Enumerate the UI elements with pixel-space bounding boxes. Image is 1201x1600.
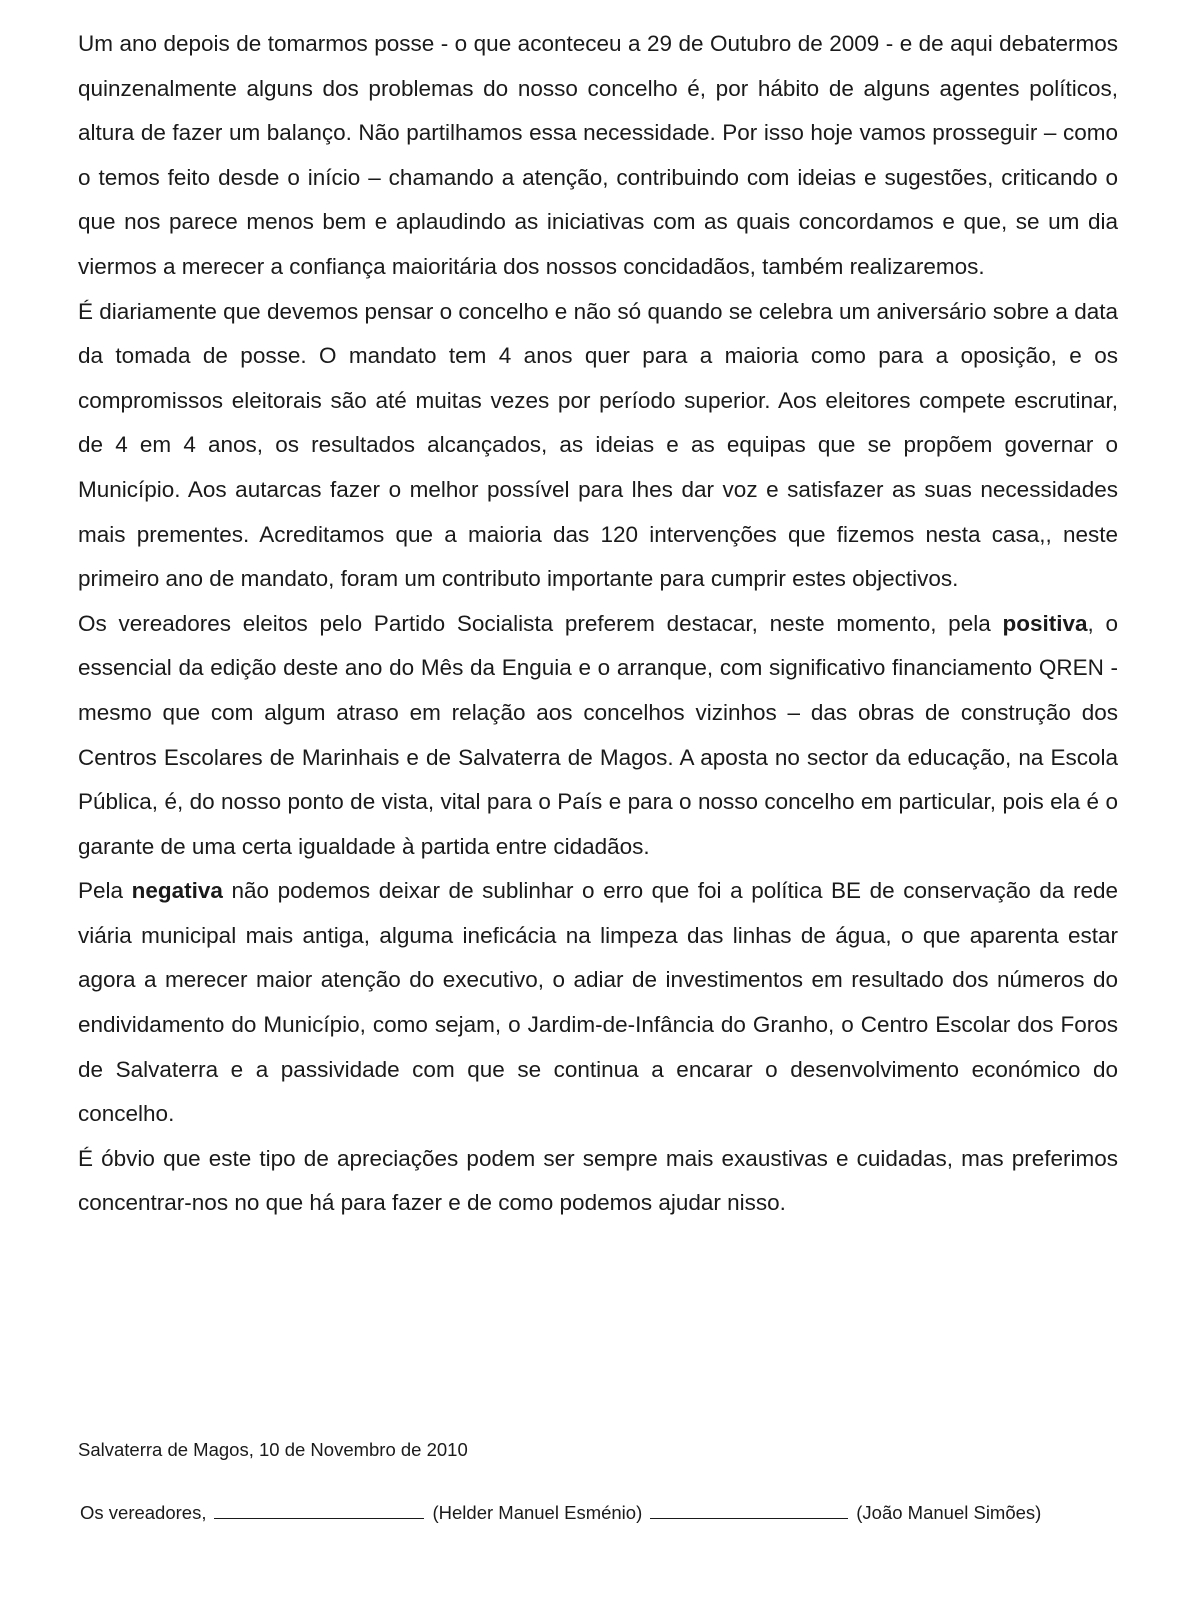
paragraph-text: Um ano depois de tomarmos posse - o que aconteceu a 29 de Outubro de 2009 - e de aqui debatermos quinzenalmente alguns dos problemas do nosso concelho é, por hábito de alguns agentes políticos, altura de fazer um balanço. Não partilhamos essa necessidade. Por isso hoje vamos prosseguir – como o temos feito desde o início – chamando a atenção, contribuindo com ideias e sugestões, criticando o que nos parece menos bem e aplaudindo as iniciativas com as quais concordamos e que, se um dia viermos a merecer a confiança maioritária dos nossos concidadãos, também realizaremos.: [78, 31, 1118, 279]
emphasis-positive: positiva: [1002, 610, 1088, 636]
paragraph-text: É diariamente que devemos pensar o concelho e não só quando se celebra um aniversário sobre a data da tomada de posse. O mandato tem 4 anos quer para a maioria como para a oposição, e os compromissos eleitorais são até muitas vezes por período superior. Aos eleitores compete escrutinar, de 4 em 4 anos, os resultados alcançados, as ideias e as equipas que se propõem governar o Município. Aos autarcas fazer o melhor possível para lhes dar voz e satisfazer as suas necessidades mais prementes. Acreditamos que a maioria das 120 intervenções que fizemos nesta casa,, neste primeiro ano de mandato, foram um contributo importante para cumprir estes objectivos.: [78, 298, 1118, 592]
paragraph-text: não podemos deixar de sublinhar o erro que foi a política BE de conservação da rede viária municipal mais antiga, alguma ineficácia na limpeza das linhas de água, o que aparenta estar agora a merecer maior atenção do executivo, o adiar de investimentos em resultado dos números do endividamento do Município, como sejam, o Jardim-de-Infância do Granho, o Centro Escolar dos Foros de Salvaterra e a passividade com que se continua a encarar o desenvolvimento económico do concelho.: [78, 878, 1118, 1127]
signature-blank-1: [214, 1500, 424, 1519]
emphasis-negative: negativa: [131, 878, 223, 904]
paragraph-mandate: [78, 290, 1118, 602]
paragraph-closing: [78, 1137, 1118, 1226]
paragraph-intro: [78, 22, 1118, 290]
paragraph-negative: [78, 869, 1118, 1137]
paragraph-text: É óbvio que este tipo de apreciações podem ser sempre mais exaustivas e cuidadas, mas preferimos concentrar-nos no que há para fazer e de como podemos ajudar nisso.: [78, 1145, 1118, 1216]
place-date: Salvaterra de Magos, 10 de Novembro de 2010: [78, 1439, 468, 1460]
paragraph-text: , o essencial da edição deste ano do Mês da Enguia e o arranque, com significativo financiamento QREN - mesmo que com algum atraso em relação aos concelhos vizinhos – das obras de construção dos Centros Escolares de Marinhais e de Salvaterra de Magos. A aposta no sector da educação, na Escola Pública, é, do nosso ponto de vista, vital para o País e para o nosso concelho em particular, pois ela é o garante de uma certa igualdade à partida entre cidadãos.: [78, 610, 1118, 859]
document-body: [78, 22, 1118, 1226]
signatory-name-2: (João Manuel Simões): [856, 1502, 1042, 1523]
paragraph-text: Pela: [78, 878, 132, 904]
signature-label: Os vereadores,: [80, 1502, 207, 1523]
signature-blank-2: [650, 1500, 848, 1519]
signatory-name-1: (Helder Manuel Esménio): [432, 1502, 643, 1523]
paragraph-positive: [78, 602, 1118, 870]
paragraph-text: Os vereadores eleitos pelo Partido Socialista preferem destacar, neste momento, pela: [78, 610, 1003, 636]
signature-line: [80, 1500, 1120, 1526]
